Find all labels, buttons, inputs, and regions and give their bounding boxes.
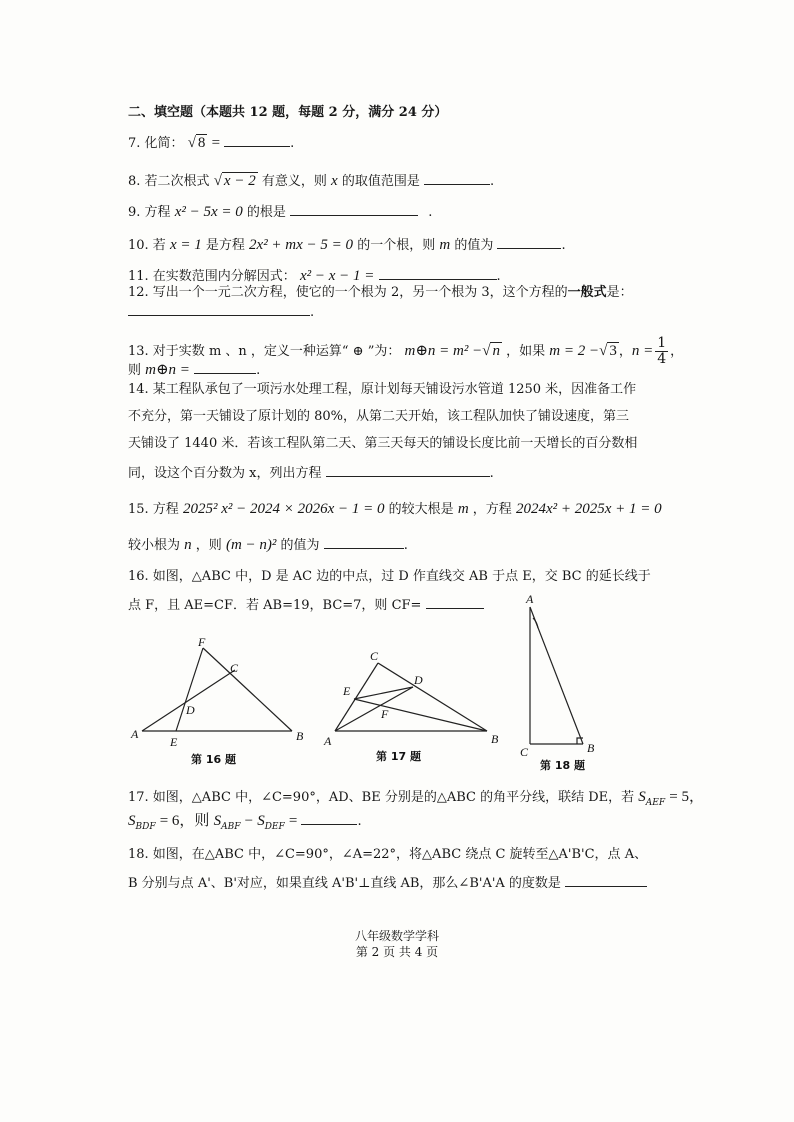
q15-equation-1: 2025² x² − 2024 × 2026x − 1 = 0 [182, 501, 385, 517]
question-8: 8. 若二次根式 √ x − 2 有意义，则 x 的取值范围是 . [128, 173, 495, 189]
fig17-label-a: A [324, 734, 332, 748]
q13-definition: m⊕n = m² − [404, 343, 483, 359]
q10-equation: 2x² + mx − 5 = 0 [249, 237, 354, 253]
question-18-line1: 18. 如图，在△ABC 中，∠C=90°，∠A=22°，将△ABC 绕点 C 旋转至△A'B'C，点 A、 [128, 847, 648, 862]
fig16-label-f: F [198, 635, 206, 649]
fig17-bisector-be [354, 699, 487, 731]
question-16-line2: 点 F，且 AE=CF．若 AB=19，BC=7，则 CF= [128, 596, 484, 615]
question-12-blank-line: . [128, 303, 314, 322]
question-17-line2: $S_{BDF} = 6$，则 $S_{ABF} - S_{DEF}$ = . [128, 813, 362, 832]
fig16-label-e: E [170, 735, 178, 749]
fig17-caption: 第 17 题 [376, 750, 421, 763]
q7-sqrt: √ 8 [187, 135, 206, 151]
question-11: 11. 在实数范围内分解因式： x² − x − 1 = . [128, 268, 501, 284]
question-16-line1: 16. 如图，△ABC 中，D 是 AC 边的中点，过 D 作直线交 AB 于点 E，交 BC 的延长线于 [128, 569, 651, 584]
question-14-line2: 不充分，第一天铺设了原计划的 80%，从第二天开始，该工程队加快了铺设速度，第三 [128, 409, 630, 424]
fig17-segment-de [354, 687, 413, 699]
fig16-caption: 第 16 题 [191, 753, 236, 766]
q11-expression: x² − x − 1 = [299, 268, 375, 284]
q13-fraction: $\frac{1}{4}$ [657, 335, 667, 367]
question-17: 17. 如图，△ABC 中，∠C=90°，AD、BE 分别是的△ABC 的角平分线，联结 DE，若 $S_{AEF} = 5$， [128, 789, 704, 808]
fig18-label-a: A [526, 592, 534, 606]
question-14-line3: 天铺设了 1440 米．若该工程队第二天、第三天每天的铺设长度比前一天增长的百分数相 [128, 436, 638, 451]
section-note: （本题共 12 题，每题 2 分，满分 24 分） [193, 105, 448, 120]
fig18-label-b: B [587, 741, 595, 755]
figure-18 [530, 607, 583, 744]
q17-answer-blank[interactable] [301, 812, 357, 825]
fig16-label-a: A [131, 727, 139, 741]
fig16-label-c: C [230, 661, 239, 675]
fig17-label-e: E [343, 684, 351, 698]
question-14-line4: 同，设这个百分数为 x，列出方程 . [128, 466, 494, 481]
footer-subject: 八年级数学学科 [354, 929, 439, 943]
fig17-segment-ac [335, 663, 378, 731]
question-18-line2: B 分别与点 A'、B'对应，如果直线 A'B'⊥直线 AB，那么∠B'A'A 的度数是 [128, 874, 647, 893]
fig17-label-d: D [414, 673, 423, 687]
question-15-line2: 较小根为 n ，则 (m − n)² 的值为 . [128, 537, 408, 553]
fig17-label-f: F [381, 707, 389, 721]
fig16-segment-fe [176, 648, 203, 731]
fig18-label-c: C [520, 745, 529, 759]
figure-17 [335, 663, 487, 731]
footer-page-number: 第 2 页 共 4 页 [355, 945, 439, 959]
fig16-segment-ac [142, 670, 235, 731]
question-10: 10. 若 x = 1 是方程 2x² + mx − 5 = 0 的一个根，则 m 的值为 . [128, 237, 566, 253]
q7-eq: = [211, 135, 221, 151]
question-7: 7. 化简： √ 8 = . [128, 135, 295, 151]
fig17-label-b: B [491, 732, 499, 746]
question-12: 12. 写出一个一元二次方程，使它的一个根为 2，另一个根为 3，这个方程的一般式是： [128, 285, 633, 300]
section-title: 二、填空题 [128, 105, 194, 120]
question-14-line1: 14. 某工程队承包了一项污水处理工程，原计划每天铺设污水管道 1250 米，因准备工作 [128, 382, 637, 397]
q7-prefix: 7. 化简： [128, 136, 184, 151]
fig18-angle-arc [533, 618, 538, 628]
question-9: 9. 方程 x² − 5x = 0 的根是 . [128, 204, 433, 220]
fig16-label-d: D [186, 703, 195, 717]
fig17-label-c: C [370, 649, 379, 663]
fig18-caption: 第 18 题 [540, 759, 585, 772]
question-15: 15. 方程 2025² x² − 2024 × 2026x − 1 = 0 的较大根是 m ，方程 2024x² + 2025x + 1 = 0 [128, 501, 662, 517]
q15-expression: (m − n)² [225, 537, 277, 553]
question-13: 13. 对于实数 m 、n ，定义一种运算“ ⊕ ”为： m⊕n = m² −√ n ，如果 m = 2 −√ 3 ，n = $\frac{1}{4}$ ， [128, 335, 684, 367]
q12-emphasis: 一般式 [567, 285, 607, 300]
q15-equation-2: 2024x² + 2025x + 1 = 0 [515, 501, 662, 517]
q8-prefix: 8. 若二次根式 [128, 174, 210, 189]
fig16-label-b: B [296, 729, 304, 743]
q9-equation: x² − 5x = 0 [174, 204, 243, 220]
fig16-segment-bf [203, 648, 292, 731]
q8-sqrt: √ x − 2 [213, 173, 256, 189]
question-13-line2: 则 m⊕n = . [128, 362, 261, 378]
figure-16 [142, 648, 292, 731]
q18-answer-blank[interactable] [565, 874, 647, 887]
